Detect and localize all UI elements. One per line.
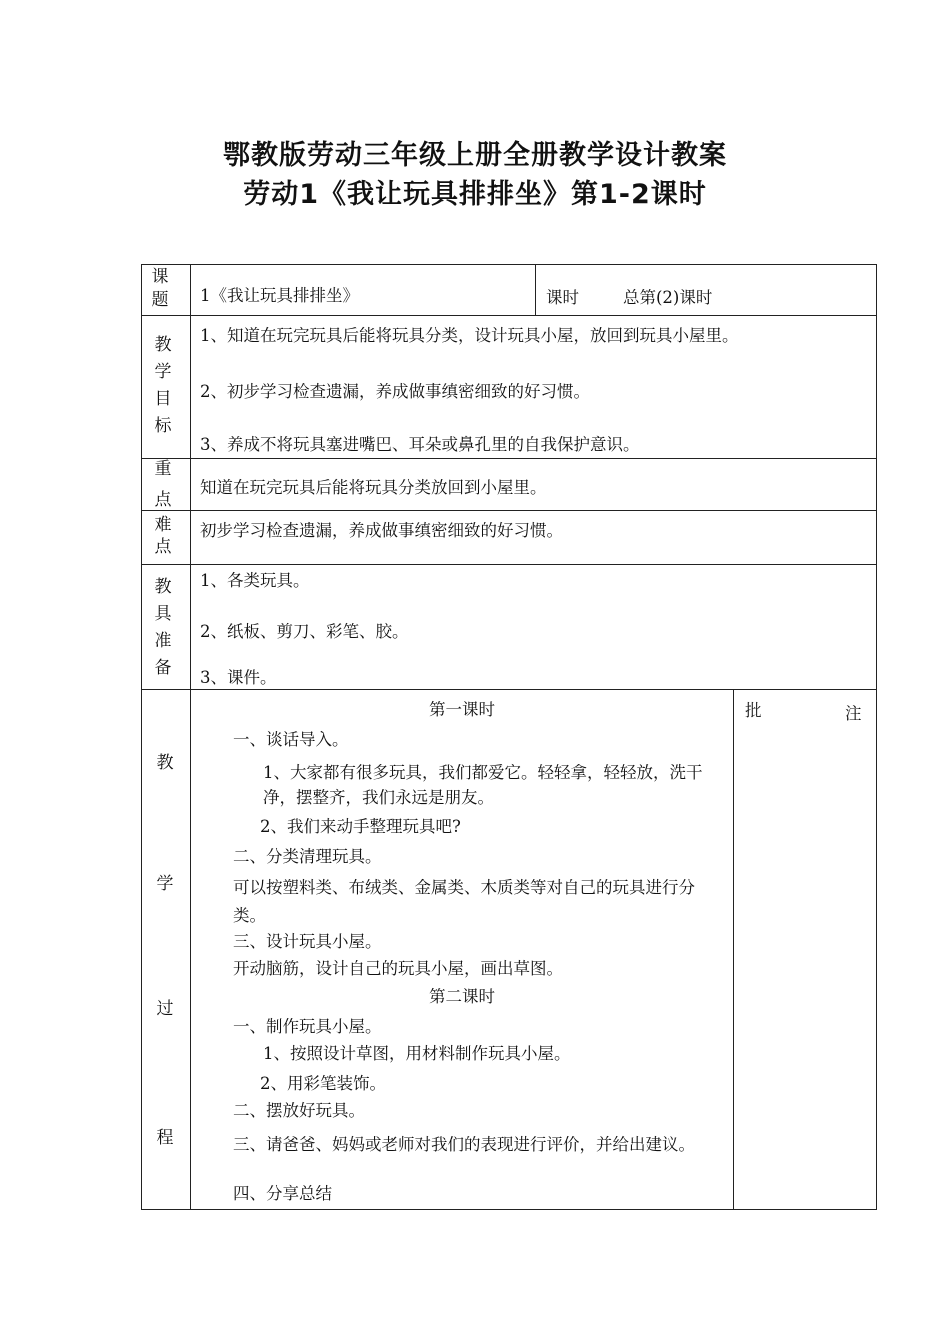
step-1-item-2: 2、我们来动手整理玩具吧? xyxy=(260,817,461,836)
difficulty-label-2: 点 xyxy=(154,537,172,557)
goals-label-3: 目 xyxy=(154,389,172,409)
process-label-1: 教 xyxy=(156,753,174,773)
process-label-2: 学 xyxy=(156,874,174,894)
part-2-heading: 二、摆放好玩具。 xyxy=(233,1101,365,1120)
key-label-2: 点 xyxy=(154,490,172,510)
part-1-item-1: 1、按照设计草图，用材料制作玩具小屋。 xyxy=(263,1044,571,1063)
part-3-text: 三、请爸爸、妈妈或老师对我们的表现进行评价，并给出建议。 xyxy=(233,1135,695,1154)
part-1-heading: 一、制作玩具小屋。 xyxy=(233,1017,382,1036)
tool-item-1: 1、各类玩具。 xyxy=(200,571,310,590)
goals-label-2: 学 xyxy=(154,362,172,382)
step-3-text: 开动脑筋，设计自己的玩具小屋，画出草图。 xyxy=(233,959,563,978)
goals-label-4: 标 xyxy=(154,416,172,436)
difficulty-value: 初步学习检查遗漏，养成做事缜密细致的好习惯。 xyxy=(200,521,563,540)
period-value: 总第(2)课时 xyxy=(623,288,713,307)
notes-label-left: 批 xyxy=(745,701,762,720)
part-4-heading: 四、分享总结 xyxy=(233,1184,332,1203)
step-3-heading: 三、设计玩具小屋。 xyxy=(233,932,382,951)
lesson1-heading: 第一课时 xyxy=(429,700,495,719)
goal-item-3: 3、养成不将玩具塞进嘴巴、耳朵或鼻孔里的自我保护意识。 xyxy=(200,435,640,454)
tool-item-2: 2、纸板、剪刀、彩笔、胶。 xyxy=(200,622,409,641)
step-2-text: 可以按塑料类、布绒类、金属类、木质类等对自己的玩具进行分类。 xyxy=(233,878,695,925)
tool-item-3: 3、课件。 xyxy=(200,668,277,687)
topic-label: 课题 xyxy=(151,267,169,310)
goals-label-1: 教 xyxy=(154,335,172,355)
goal-item-2: 2、初步学习检查遗漏，养成做事缜密细致的好习惯。 xyxy=(200,382,590,401)
key-label-1: 重 xyxy=(154,459,172,479)
tools-label-2: 具 xyxy=(154,604,172,624)
document-title: 鄂教版劳动三年级上册全册教学设计教案 xyxy=(223,140,727,171)
tools-label-3: 准 xyxy=(154,631,172,651)
step-1-heading: 一、谈话导入。 xyxy=(233,730,349,749)
process-label-3: 过 xyxy=(156,999,174,1019)
topic-value: 1《我让玩具排排坐》 xyxy=(200,286,359,305)
step-1-item-1: 1、大家都有很多玩具，我们都爱它。轻轻拿，轻轻放，洗干净，摆整齐，我们永远是朋友。 xyxy=(263,763,703,807)
step-2-heading: 二、分类清理玩具。 xyxy=(233,847,382,866)
period-label: 课时 xyxy=(546,288,579,307)
key-value: 知道在玩完玩具后能将玩具分类放回到小屋里。 xyxy=(200,478,547,497)
tools-label-4: 备 xyxy=(154,658,172,678)
document-subtitle: 劳动1《我让玩具排排坐》第1-2课时 xyxy=(243,179,707,210)
difficulty-label-1: 难 xyxy=(154,515,172,535)
process-label-4: 程 xyxy=(156,1128,174,1148)
part-1-item-2: 2、用彩笔装饰。 xyxy=(260,1074,386,1093)
tools-label-1: 教 xyxy=(154,577,172,597)
lesson2-heading: 第二课时 xyxy=(429,987,495,1006)
goal-item-1: 1、知道在玩完玩具后能将玩具分类，设计玩具小屋，放回到玩具小屋里。 xyxy=(200,326,739,345)
notes-label-right: 注 xyxy=(845,704,862,723)
